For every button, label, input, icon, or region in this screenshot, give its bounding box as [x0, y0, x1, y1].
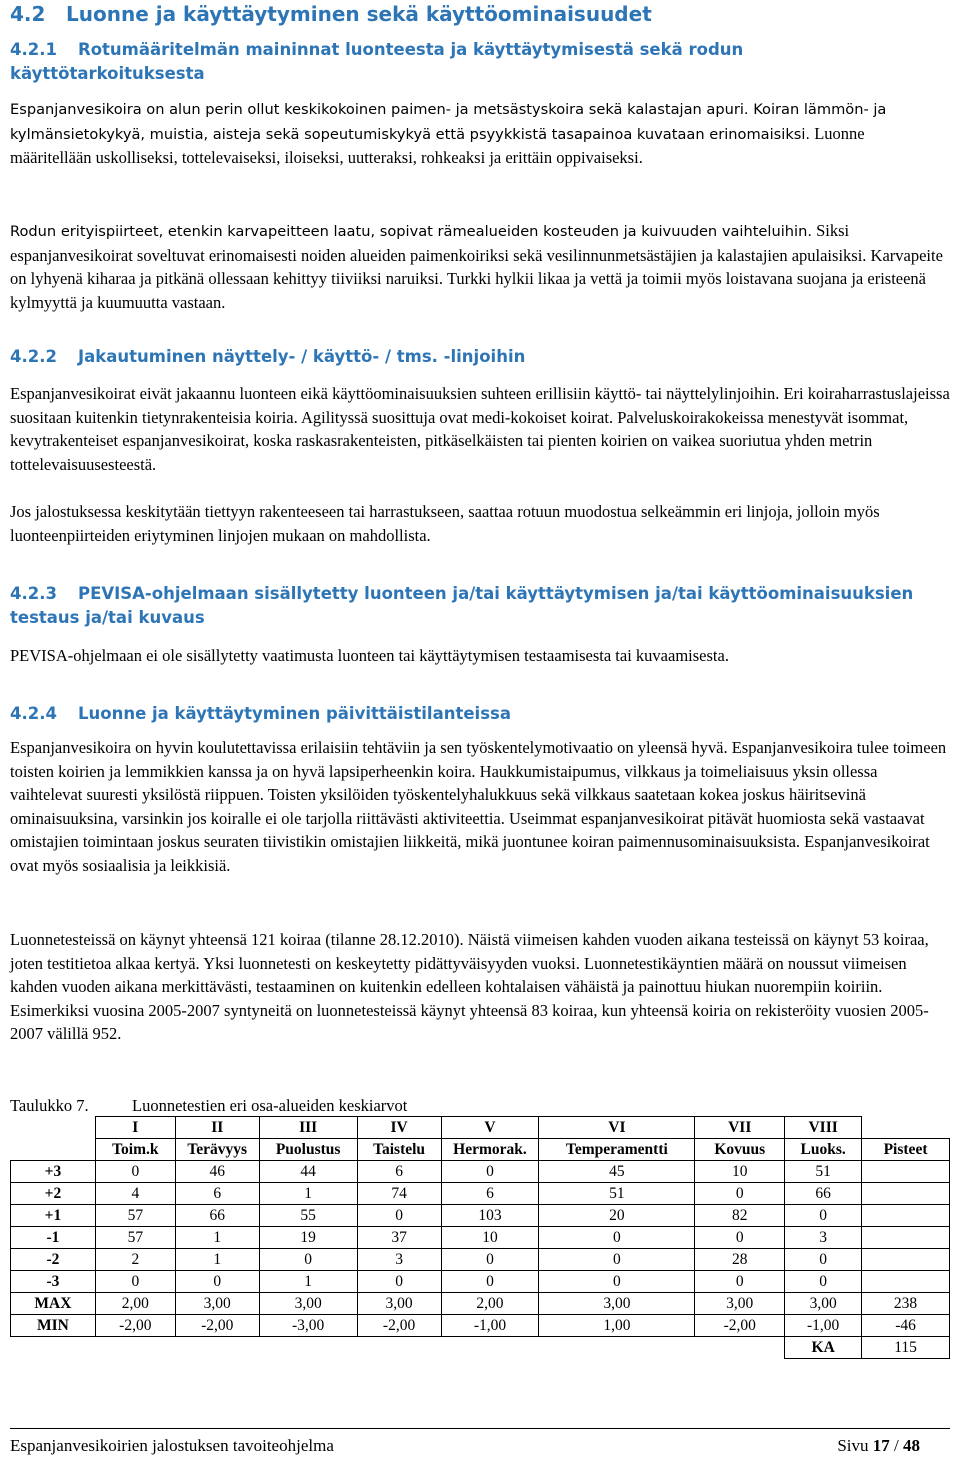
- table-row: [11, 1205, 950, 1227]
- column-header: Toim.k: [95, 1139, 175, 1161]
- table-row: [11, 1249, 950, 1271]
- table-row: [11, 1227, 950, 1249]
- section-title-line2: käyttötarkoituksesta: [10, 64, 205, 83]
- column-roman-numeral: VII: [695, 1117, 785, 1139]
- column-header: Terävyys: [175, 1139, 259, 1161]
- table-cell: 1: [259, 1183, 357, 1205]
- table-cell: 3,00: [539, 1293, 695, 1315]
- table-empty-cell: [862, 1117, 950, 1139]
- table-cell: 57: [95, 1205, 175, 1227]
- section-title: Luonne ja käyttäytyminen päivittäistilanteissa: [78, 704, 511, 723]
- table-cell: 1: [175, 1249, 259, 1271]
- row-label: MIN: [11, 1315, 96, 1337]
- column-roman-numeral: I: [95, 1117, 175, 1139]
- table-cell: [862, 1205, 950, 1227]
- section-number: 4.2.2: [10, 347, 57, 366]
- section-title: Luonne ja käyttäytyminen sekä käyttöominaisuudet: [66, 2, 652, 26]
- table-cell: 19: [259, 1227, 357, 1249]
- table-cell: -2,00: [175, 1315, 259, 1337]
- table-cell: 0: [539, 1249, 695, 1271]
- footer-page-number: [837, 1436, 920, 1456]
- column-roman-numeral: V: [441, 1117, 539, 1139]
- column-header: Hermorak.: [441, 1139, 539, 1161]
- table-cell: 37: [357, 1227, 441, 1249]
- table-cell: 2,00: [441, 1293, 539, 1315]
- column-header: Luoks.: [785, 1139, 862, 1161]
- section-number: 4.2.1: [10, 40, 57, 59]
- table-cell: -1,00: [785, 1315, 862, 1337]
- table-corner-cell: [11, 1117, 96, 1139]
- table-cell: 20: [539, 1205, 695, 1227]
- table-cell: [862, 1271, 950, 1293]
- table-cell: 0: [695, 1183, 785, 1205]
- table-cell: 0: [95, 1271, 175, 1293]
- table-cell: 1,00: [539, 1315, 695, 1337]
- table-cell: 45: [539, 1161, 695, 1183]
- table-cell: 2: [95, 1249, 175, 1271]
- paragraph: Espanjanvesikoira on hyvin koulutettavissa erilaisiin tehtäviin ja sen työskentelymotivaatio on yleensä hyvä. Espanjanvesikoira tulee toimeen toisten koirien ja lemmikkien kanssa ja on hyvä lapsiperheenkin koira. Haukkumistaipumus, vilkkaus ja toimeliaisuus yksin ollessa vaihtelevat suuresti yksilöstä riippuen. Toisten yksilöiden työskentelyhalukkuus sekä vilkkaus saatetaan kokea joskus häiritsevinä ominaisuuksina, varsinkin jos koiralle ei ole tarjolla riittävästi aktiviteettia. Useimmat espanjanvesikoirat pitävät huomiosta sekä vastaavat omistajien toimintaan joskus seuraten tiivistikin omistajien liikkeitä, mikä juontunee koiran paimennusominaisuuksista. Espanjanvesikoirat ovat myös sosiaalisia ja leikkisiä.: [10, 738, 947, 875]
- column-header: Kovuus: [695, 1139, 785, 1161]
- table-header-roman: [11, 1117, 950, 1139]
- table-cell: 1: [259, 1271, 357, 1293]
- page-current: 17: [872, 1436, 890, 1455]
- table-row: [11, 1293, 950, 1315]
- table-cell: 6: [357, 1161, 441, 1183]
- table-cell: [862, 1227, 950, 1249]
- section-heading-4-2-3: [10, 582, 913, 630]
- table-cell: 74: [357, 1183, 441, 1205]
- table-cell: 10: [695, 1161, 785, 1183]
- row-label: +1: [11, 1205, 96, 1227]
- table-cell: 55: [259, 1205, 357, 1227]
- section-title-line2: testaus ja/tai kuvaus: [10, 608, 205, 627]
- column-roman-numeral: VI: [539, 1117, 695, 1139]
- table-cell: 3,00: [695, 1293, 785, 1315]
- paragraph: PEVISA-ohjelmaan ei ole sisällytetty vaatimusta luonteen tai käyttäytymisen testaamisesta tai kuvaamisesta.: [10, 646, 729, 665]
- column-header: Temperamentti: [539, 1139, 695, 1161]
- paragraph: [10, 219, 950, 314]
- table-cell: -2,00: [695, 1315, 785, 1337]
- row-label: +2: [11, 1183, 96, 1205]
- table-cell: 0: [785, 1271, 862, 1293]
- ka-value: 115: [862, 1337, 950, 1359]
- section-heading-4-2-2: [10, 345, 525, 369]
- paragraph-part: Luonne määritellään uskolliseksi, tottelevaiseksi, iloiseksi, uutteraksi, rohkeaksi ja erittäin oppivaiseksi.: [10, 123, 865, 167]
- table-cell: -3,00: [259, 1315, 357, 1337]
- page-prefix: Sivu: [837, 1436, 873, 1455]
- table-cell: 3,00: [357, 1293, 441, 1315]
- ka-label: KA: [785, 1337, 862, 1359]
- footer-rule: [10, 1428, 950, 1429]
- table-cell: 0: [441, 1249, 539, 1271]
- paragraph: [10, 97, 950, 170]
- column-roman-numeral: III: [259, 1117, 357, 1139]
- table-cell: 103: [441, 1205, 539, 1227]
- row-label: -3: [11, 1271, 96, 1293]
- table-cell: 0: [785, 1249, 862, 1271]
- paragraph: Espanjanvesikoirat eivät jakaannu luonteen eikä käyttöominaisuuksien suhteen erillisiin käyttö- tai näyttelylinjoihin. Eri koiraharrastuslajeissa suositaan kuitenkin tietynrakenteisia koiria. Agilityssä suosittuja ovat medi-kokoiset koirat. Palveluskoirakokeissa menestyvät isommat, kevytrakenteiset espanjanvesikoirat, koska raskasrakenteisten, pitkäselkäisten tai pienten koirien on vaikea suoriutua yhden metrin tottelevaisuusesteestä.: [10, 384, 950, 474]
- table-cell: 46: [175, 1161, 259, 1183]
- table-cell: 51: [539, 1183, 695, 1205]
- table-cell: 6: [441, 1183, 539, 1205]
- section-title: Jakautuminen näyttely- / käyttö- / tms. -linjoihin: [78, 347, 526, 366]
- section-heading-4-2-4: [10, 702, 511, 726]
- table-cell: 44: [259, 1161, 357, 1183]
- table-cell: 57: [95, 1227, 175, 1249]
- column-roman-numeral: IV: [357, 1117, 441, 1139]
- section-title-line1: Rotumääritelmän maininnat luonteesta ja käyttäytymisestä sekä rodun: [78, 40, 744, 59]
- row-label: -2: [11, 1249, 96, 1271]
- table-cell: 3,00: [259, 1293, 357, 1315]
- table-row-ka: [11, 1337, 950, 1359]
- section-heading-4-2: [10, 2, 652, 26]
- table-cell: [862, 1183, 950, 1205]
- table-cell: 66: [785, 1183, 862, 1205]
- table-cell: [862, 1161, 950, 1183]
- table-caption-label: Taulukko 7.: [10, 1096, 89, 1115]
- row-label: -1: [11, 1227, 96, 1249]
- table-cell: 0: [441, 1271, 539, 1293]
- paragraph-part: Siksi espanjanvesikoirat soveltuvat erinomaisesti noiden alueiden paimenkoiriksi sekä vesilinnunmetsästäjien ja kalastajien apulaisiksi. Karvapeite on lyhyenä kiharaa ja pitkänä ollessaan kehittyy tiiviiksi naruiksi. Turkki hylkii likaa ja vettä ja toimii myös loistavana suojana ja eristeenä kylmyyttä ja kuumuutta vastaan.: [10, 221, 943, 312]
- table-cell: 28: [695, 1249, 785, 1271]
- table-cell: -1,00: [441, 1315, 539, 1337]
- table-cell: 4: [95, 1183, 175, 1205]
- table-cell: 3,00: [785, 1293, 862, 1315]
- column-header: Pisteet: [862, 1139, 950, 1161]
- table-cell: 0: [695, 1271, 785, 1293]
- table-cell: 0: [785, 1205, 862, 1227]
- table-cell: 0: [95, 1161, 175, 1183]
- section-title-line1: PEVISA-ohjelmaan sisällytetty luonteen ja/tai käyttäytymisen ja/tai käyttöominaisuuksien: [78, 584, 914, 603]
- table-cell: 0: [441, 1161, 539, 1183]
- row-label: MAX: [11, 1293, 96, 1315]
- table-cell: -2,00: [95, 1315, 175, 1337]
- table-cell: 82: [695, 1205, 785, 1227]
- paragraph: Jos jalostuksessa keskitytään tiettyyn rakenteeseen tai harrastukseen, saattaa rotuun muodostua selkeämmin eri linjoja, jolloin myös luonteenpiirteiden eriytyminen linjojen mukaan on mahdollista.: [10, 502, 880, 545]
- section-heading-4-2-1: [10, 38, 743, 86]
- section-number: 4.2.4: [10, 704, 57, 723]
- section-number: 4.2: [10, 2, 46, 26]
- table-cell: 1: [175, 1227, 259, 1249]
- table-row: [11, 1315, 950, 1337]
- section-number: 4.2.3: [10, 584, 57, 603]
- table-header-names: [11, 1139, 950, 1161]
- paragraph-part: Espanjanvesikoira on alun perin ollut keskikokoinen paimen- ja metsästyskoira sekä kalastajan apuri. Koiran lämmön- ja kylmänsietokykyä, muistia, aisteja sekä sopeutumiskykyä että psyykkistä tasapainoa kuvataan erinomaisiksi.: [10, 101, 887, 143]
- column-roman-numeral: VIII: [785, 1117, 862, 1139]
- table-caption-text: Luonnetestien eri osa-alueiden keskiarvot: [132, 1096, 408, 1115]
- table-cell: 6: [175, 1183, 259, 1205]
- table-cell: 0: [357, 1271, 441, 1293]
- table-cell: 0: [539, 1271, 695, 1293]
- table-cell: 3: [357, 1249, 441, 1271]
- table-cell: 0: [695, 1227, 785, 1249]
- column-roman-numeral: II: [175, 1117, 259, 1139]
- character-test-table: [10, 1116, 950, 1359]
- table-cell: -46: [862, 1315, 950, 1337]
- page-separator: /: [889, 1436, 903, 1455]
- table-cell: 3,00: [175, 1293, 259, 1315]
- table-cell: 0: [259, 1249, 357, 1271]
- table-cell: [862, 1249, 950, 1271]
- table-empty-cell: [11, 1337, 785, 1359]
- paragraph: Luonnetesteissä on käynyt yhteensä 121 koiraa (tilanne 28.12.2010). Näistä viimeisen kahden vuoden aikana testeissä on käynyt 53 koiraa, joten testitietoa alkaa kertyä. Yksi luonnetesti on keskeytetty pidättyväisyyden vuoksi. Luonnetestikäyntien määrä on noussut viimeisen kahden vuoden aikana merkittävästi, testaaminen on kuitenkin edelleen kohtalaisen vähäistä ja painottuu hiukan nuorempiin koiriin. Esimerkiksi vuosina 2005-2007 syntyneitä on luonnetesteissä käynyt yhteensä 83 koiraa, kun yhteensä koiria on rekisteröity vuosien 2005-2007 välillä 952.: [10, 930, 929, 1043]
- column-header: Taistelu: [357, 1139, 441, 1161]
- table-cell: 66: [175, 1205, 259, 1227]
- table-row: [11, 1271, 950, 1293]
- table-cell: 0: [539, 1227, 695, 1249]
- table-cell: 51: [785, 1161, 862, 1183]
- table-row: [11, 1161, 950, 1183]
- table-row: [11, 1183, 950, 1205]
- table-cell: 3: [785, 1227, 862, 1249]
- table-cell: 0: [357, 1205, 441, 1227]
- table-cell: 10: [441, 1227, 539, 1249]
- footer-document-title: Espanjanvesikoirien jalostuksen tavoiteohjelma: [10, 1436, 334, 1455]
- page-total: 48: [903, 1436, 920, 1455]
- column-header: Puolustus: [259, 1139, 357, 1161]
- table-corner-cell: [11, 1139, 96, 1161]
- table-cell: 238: [862, 1293, 950, 1315]
- table-cell: 2,00: [95, 1293, 175, 1315]
- table-caption: [10, 1096, 407, 1116]
- table-cell: -2,00: [357, 1315, 441, 1337]
- paragraph-part: Rodun erityispiirteet, etenkin karvapeitteen laatu, sopivat rämealueiden kosteuden ja kuivuuden vaihteluihin.: [10, 223, 812, 240]
- row-label: +3: [11, 1161, 96, 1183]
- table-cell: 0: [175, 1271, 259, 1293]
